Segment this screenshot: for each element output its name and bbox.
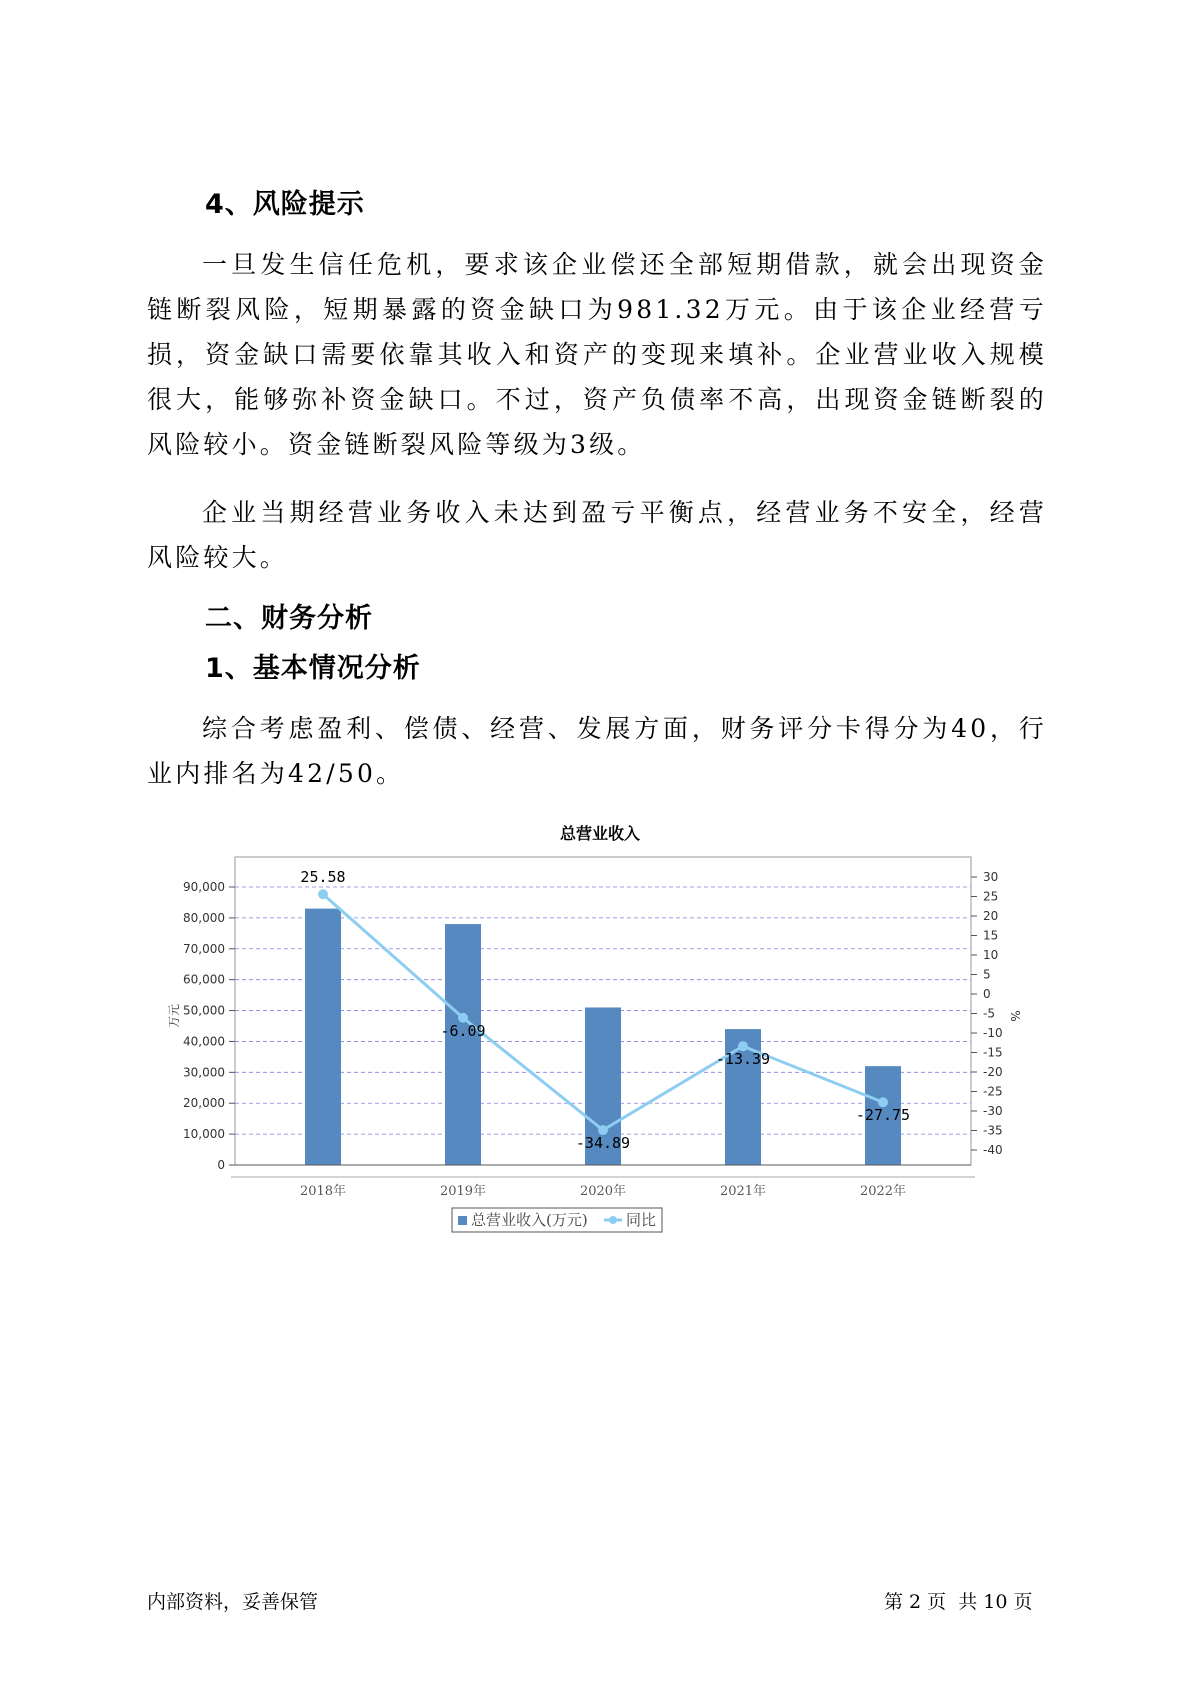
legend-line-dot <box>609 1216 617 1224</box>
y-axis-label: 万元 <box>167 1003 181 1029</box>
y-tick-label: 90,000 <box>183 880 225 894</box>
bar <box>445 924 481 1165</box>
y2-tick-label: -40 <box>983 1143 1003 1157</box>
y2-axis-label: % <box>1008 1010 1022 1022</box>
y2-tick-label: 10 <box>983 948 999 962</box>
y2-tick-label: 30 <box>983 870 999 884</box>
finance-heading: 二、财务分析 <box>205 603 373 634</box>
y-tick-label: 10,000 <box>183 1127 225 1142</box>
y-tick-label: 80,000 <box>183 910 225 925</box>
chart-legend <box>452 1208 662 1232</box>
y-tick-label: 0 <box>217 1158 225 1172</box>
y2-tick-label: -35 <box>983 1123 1003 1138</box>
y-tick-label: 40,000 <box>183 1034 225 1049</box>
y-tick-label: 60,000 <box>183 972 225 987</box>
y2-tick-label: -10 <box>983 1026 1003 1040</box>
x-tick-label: 2018年 <box>299 1184 347 1199</box>
y2-tick-label: -15 <box>983 1045 1003 1060</box>
y-tick-label: 70,000 <box>183 941 225 956</box>
y-tick-label: 50,000 <box>183 1003 225 1018</box>
data-label: 25.58 <box>300 868 346 887</box>
y2-tick-label: 15 <box>983 928 999 943</box>
y2-tick-label: 20 <box>983 909 999 923</box>
x-tick-label: 2020年 <box>579 1184 627 1199</box>
y2-tick-label: 0 <box>983 987 991 1001</box>
y-tick-label: 30,000 <box>183 1065 225 1080</box>
legend-bar-swatch <box>458 1216 467 1225</box>
x-tick-label: 2022年 <box>859 1184 907 1199</box>
revenue-chart <box>167 815 1022 1275</box>
bar <box>305 909 341 1165</box>
y2-tick-label: -20 <box>983 1065 1003 1079</box>
data-label: -6.09 <box>440 1021 486 1040</box>
y2-tick-label: -25 <box>983 1084 1003 1099</box>
basic-analysis-heading: 1、基本情况分析 <box>205 653 421 684</box>
footer-right: 第 2 页 共 10 页 <box>884 1591 1033 1613</box>
risk-paragraph-2: 企业当期经营业务收入未达到盈亏平衡点，经营业务不安全，经营风险较大。 <box>147 498 1047 572</box>
x-tick-label: 2019年 <box>439 1184 487 1199</box>
y2-tick-label: -5 <box>983 1006 995 1021</box>
footer-left: 内部资料，妥善保管 <box>147 1591 319 1613</box>
legend-line-label: 同比 <box>626 1211 657 1229</box>
legend-bar-label: 总营业收入(万元) <box>471 1211 588 1229</box>
y-tick-label: 20,000 <box>183 1096 225 1111</box>
data-label: -13.39 <box>715 1050 771 1069</box>
risk-paragraph-1: 一旦发生信任危机，要求该企业偿还全部短期借款，就会出现资金链断裂风险，短期暴露的资金缺口为981.32万元。由于该企业经营亏损，资金缺口需要依靠其收入和资产的变现来填补。企业营业收入规模很大，能够弥补资金缺口。不过，资产负债率不高，出现资金链断裂的风险较小。资金链断裂风险等级为3级。 <box>147 250 1047 459</box>
y2-tick-label: -30 <box>983 1104 1003 1118</box>
yoy-point <box>318 889 328 899</box>
chart-title: 总营业收入 <box>559 824 641 843</box>
y2-tick-label: 25 <box>983 889 999 904</box>
x-tick-label: 2021年 <box>719 1184 767 1199</box>
data-label: -34.89 <box>575 1134 631 1153</box>
y2-tick-label: 5 <box>983 967 991 982</box>
risk-heading: 4、风险提示 <box>205 189 365 220</box>
data-label: -27.75 <box>855 1106 911 1125</box>
basic-analysis-paragraph: 综合考虑盈利、偿债、经营、发展方面，财务评分卡得分为40，行业内排名为42/50。 <box>147 714 1047 788</box>
